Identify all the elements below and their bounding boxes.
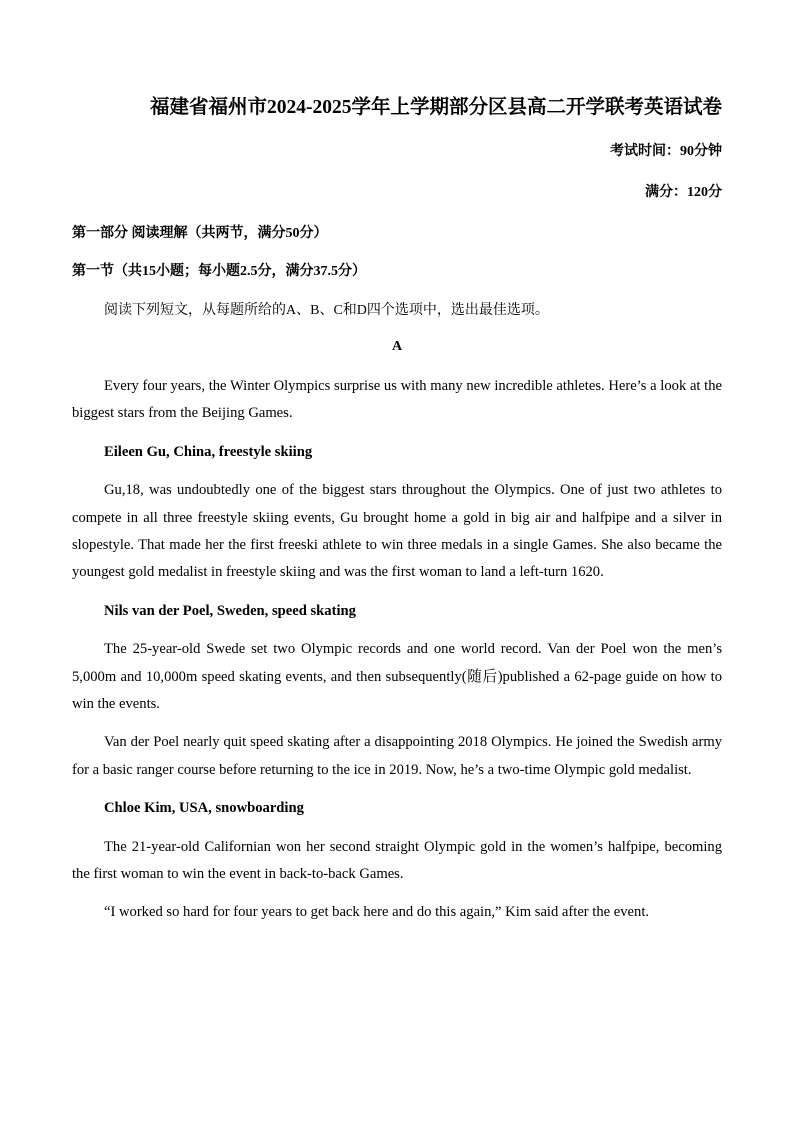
exam-time: 考试时间：90分钟 <box>610 144 722 159</box>
passage-intro: Every four years, the Winter Olympics surprise us with many new incredible athletes. Here’s a look at the biggest stars from the Beijing Games. <box>72 378 722 422</box>
passage-paragraph: The 25-year-old Swede set two Olympic records and one world record. Van der Poel won the men’s 5,000m and 10,000m speed skating events, and then subsequently(随后)published a 62-page guide on how to win the events. <box>72 641 722 713</box>
reading-instructions: 阅读下列短文，从每题所给的A、B、C和D四个选项中，选出最佳选项。 <box>104 303 549 318</box>
athlete-heading: Eileen Gu, China, freestyle skiing <box>104 443 313 460</box>
athlete-heading: Nils van der Poel, Sweden, speed skating <box>104 602 356 619</box>
passage-label: A <box>391 339 403 354</box>
passage-paragraph: Van der Poel nearly quit speed skating after a disappointing 2018 Olympics. He joined the Swedish army for a basic ranger course before returning to the ice in 2019. Now, he’s a two-time Olympic gold medalist. <box>72 734 722 778</box>
document-page <box>72 94 722 926</box>
passage-paragraph: The 21-year-old Californian won her second straight Olympic gold in the women’s halfpipe, becoming the first woman to win the event in back-to-back Games. <box>72 838 722 883</box>
full-score: 满分：120分 <box>645 185 722 200</box>
section-one-heading: 第一节（共15小题；每小题2.5分，满分37.5分） <box>72 264 366 279</box>
athlete-heading: Chloe Kim, USA, snowboarding <box>104 800 304 817</box>
passage-paragraph: “I worked so hard for four years to get back here and do this again,” Kim said after the event. <box>104 903 650 920</box>
part-one-heading: 第一部分 阅读理解（共两节，满分50分） <box>72 226 328 241</box>
passage-paragraph: Gu,18, was undoubtedly one of the biggest stars throughout the Olympics. One of just two athletes to compete in all three freestyle skiing events, Gu brought home a gold in big air and halfpipe and a silver in slopestyle. That made her the first freeski athlete to win three medals in a single Games. She also became the youngest gold medalist in freestyle skiing and was the first woman to land a left-turn 1620. <box>72 482 722 581</box>
exam-title: 福建省福州市2024-2025学年上学期部分区县高二开学联考英语试卷 <box>150 97 722 118</box>
